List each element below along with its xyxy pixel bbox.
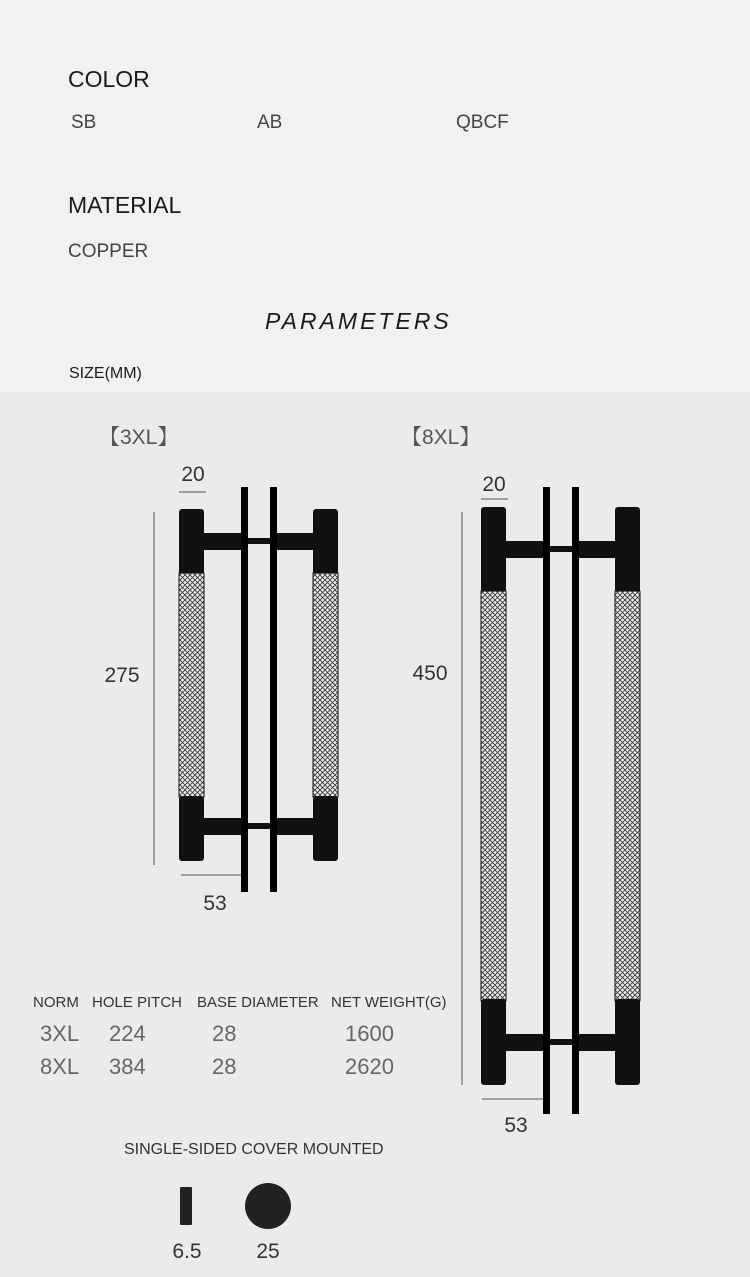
table-cell: 384	[109, 1054, 146, 1079]
table-header-net-weight: NET WEIGHT(G)	[331, 994, 447, 1011]
handle-3xl-diagram	[99, 426, 338, 915]
bar-left-knurl-3xl	[179, 573, 204, 797]
slot-cover-dim: 6.5	[172, 1240, 202, 1263]
round-cover-icon	[245, 1183, 291, 1229]
size-8xl-label: 【8XL】	[401, 426, 481, 449]
bar-left-bottom-cap-3xl	[179, 796, 204, 861]
standoff-left-top-8xl	[506, 541, 544, 558]
standoff-right-top-8xl	[578, 541, 615, 558]
mounting-note: SINGLE-SIDED COVER MOUNTED	[124, 1141, 384, 1158]
handle-8xl-diagram	[401, 426, 640, 1137]
standoff-left-bottom-8xl	[506, 1034, 544, 1051]
standoff-right-top-3xl	[276, 533, 313, 550]
material-value: COPPER	[68, 241, 149, 262]
height-dim-3xl: 275	[104, 664, 140, 687]
parameters-title: PARAMETERS	[265, 308, 452, 334]
size-label: SIZE(MM)	[69, 365, 142, 382]
bar-right-bottom-cap-3xl	[313, 796, 338, 861]
bolt-top-3xl	[248, 538, 270, 544]
bar-right-knurl-8xl	[615, 591, 640, 1001]
bar-right-top-cap-8xl	[615, 507, 640, 593]
door-edge-right-3xl	[270, 487, 277, 892]
depth-dim-8xl: 53	[504, 1114, 528, 1137]
slot-cover-icon	[180, 1187, 192, 1225]
table-cell: 28	[212, 1054, 237, 1079]
table-cell: 3XL	[40, 1021, 80, 1046]
standoff-right-bottom-8xl	[578, 1034, 615, 1051]
height-dim-8xl: 450	[412, 662, 448, 685]
table-cell: 28	[212, 1021, 237, 1046]
bar-right-top-cap-3xl	[313, 509, 338, 575]
table-cell: 1600	[345, 1021, 394, 1046]
bolt-bottom-3xl	[248, 823, 270, 829]
table-cell: 224	[109, 1021, 146, 1046]
bar-left-knurl-8xl	[481, 591, 506, 1001]
round-cover-dim: 25	[256, 1240, 280, 1263]
width-dim-3xl: 20	[181, 463, 205, 486]
bar-left-bottom-cap-8xl	[481, 999, 506, 1085]
door-edge-right-8xl	[572, 487, 579, 1114]
bolt-bottom-8xl	[550, 1039, 572, 1045]
table-header-base-diameter: BASE DIAMETER	[197, 994, 319, 1011]
size-3xl-label: 【3XL】	[99, 426, 179, 449]
bar-left-top-cap-8xl	[481, 507, 506, 593]
table-cell: 8XL	[40, 1054, 80, 1079]
color-option-qbcf: QBCF	[456, 112, 509, 133]
standoff-left-top-3xl	[204, 533, 242, 550]
table-header-norm: NORM	[33, 994, 79, 1011]
table-header-hole-pitch: HOLE PITCH	[92, 994, 183, 1011]
standoff-left-bottom-3xl	[204, 818, 242, 835]
door-edge-left-3xl	[241, 487, 248, 892]
bar-right-knurl-3xl	[313, 573, 338, 797]
color-option-sb: SB	[71, 112, 97, 133]
color-option-ab: AB	[257, 112, 283, 133]
bar-right-bottom-cap-8xl	[615, 999, 640, 1085]
material-heading: MATERIAL	[68, 192, 182, 218]
standoff-right-bottom-3xl	[276, 818, 313, 835]
table-cell: 2620	[345, 1054, 394, 1079]
width-dim-8xl: 20	[482, 473, 506, 496]
bolt-top-8xl	[550, 546, 572, 552]
bar-left-top-cap-3xl	[179, 509, 204, 575]
color-heading: COLOR	[68, 66, 150, 92]
depth-dim-3xl: 53	[203, 892, 227, 915]
door-edge-left-8xl	[543, 487, 550, 1114]
